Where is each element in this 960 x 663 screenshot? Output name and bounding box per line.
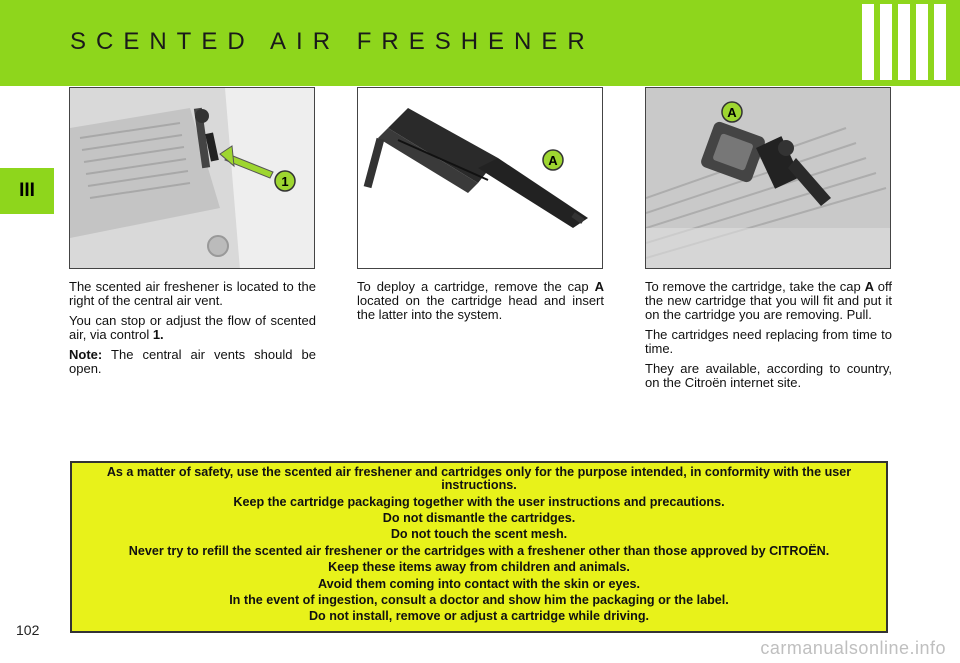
warning-line: Do not touch the scent mesh. — [390, 527, 568, 542]
warning-line: As a matter of safety, use the scented air freshener and cartridges only for the purpose intended, in conformity with the user instructions. — [106, 465, 852, 493]
watermark: carmanualsonline.info — [760, 638, 946, 658]
photo-cartridge-cap — [357, 87, 603, 269]
header-stripes — [862, 4, 946, 80]
photo-air-vent-control — [69, 87, 315, 269]
paragraph: The cartridges need replacing from time to time. — [645, 327, 892, 356]
chapter-tab[interactable]: III — [0, 168, 54, 214]
page-number: 102 — [16, 622, 40, 638]
paragraph: The scented air freshener is located to the right of the central air vent. — [69, 279, 316, 308]
paragraph: They are available, according to country, on the Citroën internet site. — [645, 361, 892, 390]
callout-a-label: A — [727, 105, 737, 120]
page-title: SCENTED AIR FRESHENER — [70, 28, 595, 55]
paragraph: You can stop or adjust the flow of scented air, via control 1. — [69, 313, 316, 342]
safety-warning-box — [70, 461, 888, 633]
callout-a-label: A — [548, 153, 558, 168]
warning-line: In the event of ingestion, consult a doctor and show him the packaging or the label. — [229, 592, 729, 607]
warning-line: Avoid them coming into contact with the skin or eyes. — [317, 576, 641, 591]
warning-line: Never try to refill the scented air freshener or the cartridges with a freshener other than those approved by CITROËN. — [128, 543, 830, 558]
text-column-3 — [645, 280, 892, 396]
page-header — [0, 0, 960, 86]
warning-line: Keep the cartridge packaging together with the user instructions and precautions. — [233, 494, 725, 509]
photo-cartridge-removal — [645, 87, 891, 269]
text-column-2 — [357, 280, 604, 328]
text-column-1 — [69, 280, 316, 382]
paragraph: To deploy a cartridge, remove the cap A located on the cartridge head and insert the latter into the system. — [357, 279, 604, 322]
note-paragraph: Note: The central air vents should be open. — [69, 347, 316, 376]
warning-line: Do not install, remove or adjust a cartridge while driving. — [308, 609, 650, 624]
note-label: Note: — [69, 347, 103, 362]
callout-1-label: 1 — [281, 174, 289, 189]
warning-line: Do not dismantle the cartridges. — [382, 510, 576, 525]
warning-line: Keep these items away from children and animals. — [328, 560, 630, 575]
paragraph: To remove the cartridge, take the cap A off the new cartridge that you will fit and put it on the cartridge you are removing. Pull. — [645, 279, 892, 322]
